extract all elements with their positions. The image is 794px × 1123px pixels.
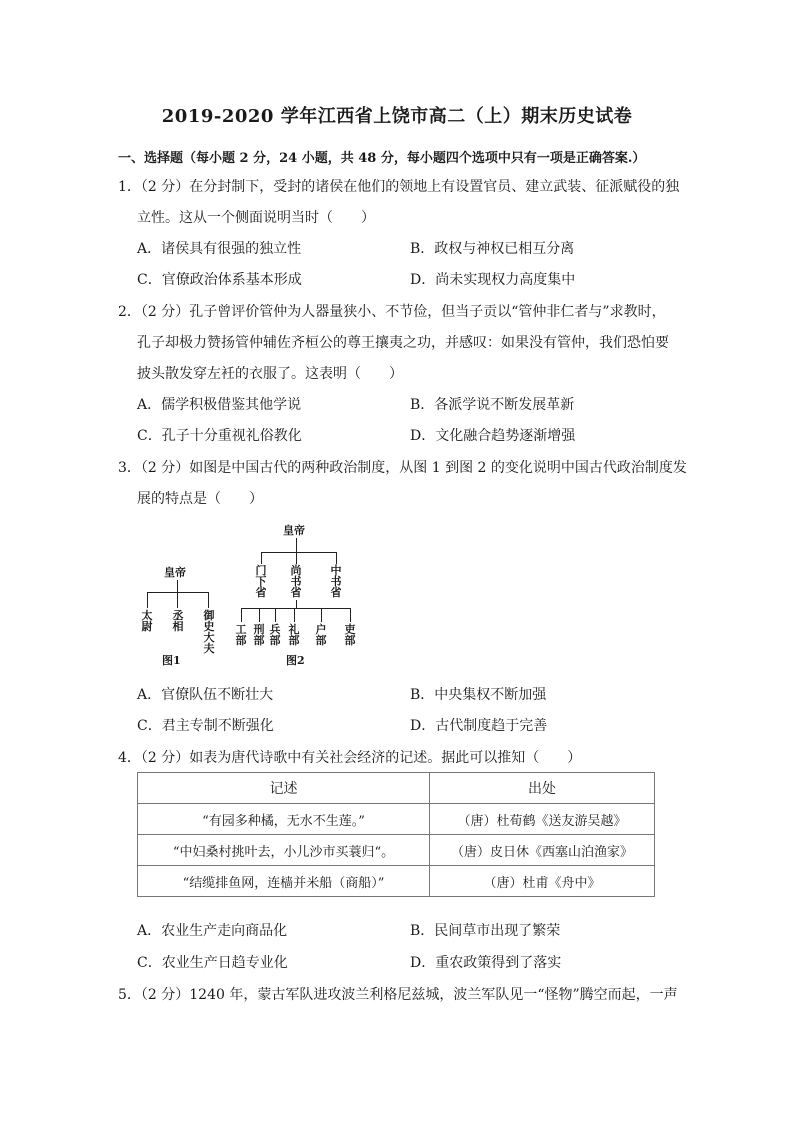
fig2-node-menxia: 门下省 bbox=[255, 564, 267, 599]
fig1-node-taiwei: 太尉 bbox=[141, 609, 153, 633]
fig2-connector bbox=[296, 600, 297, 608]
question-2-option-c[interactable]: C．孔子十分重视礼俗教化 bbox=[137, 428, 302, 444]
question-3-option-c[interactable]: C．君主专制不断强化 bbox=[137, 718, 274, 734]
fig2-connector bbox=[241, 608, 350, 609]
table-cell-record: “有园多种橘，无水不生莲。” bbox=[138, 804, 430, 835]
fig1-node-yushidafu: 御史大夫 bbox=[203, 609, 215, 655]
fig2-connector bbox=[350, 608, 351, 622]
table-header-cell: 出处 bbox=[430, 773, 655, 804]
question-5-stem-line: 5．（2 分）1240 年，蒙古军队进攻波兰利格尼兹城，波兰军队见一“怪物”腾空而起，一声 bbox=[118, 987, 678, 1003]
question-4-option-d[interactable]: D．重农政策得到了落实 bbox=[410, 955, 562, 971]
question-3-stem-line: 展的特点是（ ） bbox=[137, 491, 263, 507]
fig2-node-bingbu: 兵部 bbox=[269, 623, 281, 647]
table-cell-record: “结缆排鱼网，连樯并米船（商船）” bbox=[138, 866, 430, 897]
fig2-connector bbox=[259, 608, 260, 622]
table-cell-source: （唐）杜荀鹤《送友游吴越》 bbox=[430, 804, 655, 835]
table-row bbox=[138, 804, 655, 835]
table-cell-record: “中妇桑村挑叶去，小儿沙市买蓑归“。 bbox=[138, 835, 430, 866]
question-4-option-a[interactable]: A．农业生产走向商品化 bbox=[137, 923, 288, 939]
question-2-stem-line: 披头散发穿左衽的衣服了。这表明（ ） bbox=[137, 366, 403, 382]
table-cell-source: （唐）皮日休《西塞山泊渔家》 bbox=[430, 835, 655, 866]
table-cell-source: （唐）杜甫《舟中》 bbox=[430, 866, 655, 897]
question-3-option-d[interactable]: D．古代制度趋于完善 bbox=[410, 718, 548, 734]
fig2-node-gongbu: 工部 bbox=[235, 623, 247, 647]
question-2-option-d[interactable]: D．文化融合趋势逐渐增强 bbox=[410, 428, 576, 444]
source-table bbox=[137, 772, 655, 897]
question-4-stem-line: 4．（2 分）如表为唐代诗歌中有关社会经济的记述。据此可以推知（ ） bbox=[118, 750, 582, 766]
fig1-connector bbox=[208, 592, 209, 608]
question-3-option-b[interactable]: B．中央集权不断加强 bbox=[410, 687, 547, 703]
question-1-option-a[interactable]: A．诸侯具有很强的独立性 bbox=[137, 241, 302, 257]
fig2-connector bbox=[336, 552, 337, 564]
question-2-stem-line: 孔子却极力赞扬管仲辅佐齐桓公的尊王攘夷之功，并感叹：如果没有管仲，我们恐怕要 bbox=[137, 335, 669, 351]
question-1-stem-line: 立性。这从一个侧面说明当时（ ） bbox=[137, 210, 375, 226]
fig1-connector bbox=[147, 592, 209, 593]
fig1-root-node: 皇帝 bbox=[164, 566, 186, 579]
fig2-connector bbox=[296, 538, 297, 552]
table-row bbox=[138, 835, 655, 866]
question-4-option-b[interactable]: B．民间草市出现了繁荣 bbox=[410, 923, 561, 939]
fig2-caption: 图2 bbox=[286, 654, 305, 667]
question-3-option-a[interactable]: A．官僚队伍不断壮大 bbox=[137, 687, 274, 703]
fig2-connector bbox=[321, 608, 322, 622]
fig2-root-node: 皇帝 bbox=[283, 524, 305, 537]
fig1-connector bbox=[147, 592, 148, 608]
question-3-stem-line: 3．（2 分）如图是中国古代的两种政治制度，从图 1 到图 2 的变化说明中国古代政治制度发 bbox=[118, 460, 687, 476]
table-header-row bbox=[138, 773, 655, 804]
fig2-node-xingbu: 刑部 bbox=[253, 623, 265, 647]
fig2-node-zhongshu: 中书省 bbox=[330, 564, 342, 599]
fig2-connector bbox=[261, 552, 337, 553]
fig2-connector bbox=[275, 608, 276, 622]
question-2-option-b[interactable]: B．各派学说不断发展革新 bbox=[410, 397, 575, 413]
fig2-connector bbox=[261, 552, 262, 564]
fig2-node-shangshu: 尚书省 bbox=[290, 564, 302, 599]
table-header-cell: 记述 bbox=[138, 773, 430, 804]
page-title: 2019-2020 学年江西省上饶市高二（上）期末历史试卷 bbox=[161, 106, 633, 127]
fig1-connector bbox=[177, 580, 178, 592]
question-1-option-d[interactable]: D．尚未实现权力高度集中 bbox=[410, 272, 576, 288]
section-header: 一、选择题（每小题 2 分，24 小题，共 48 分，每小题四个选项中只有一项是正确答案.） bbox=[118, 151, 646, 166]
fig2-node-hubu: 户部 bbox=[315, 623, 327, 647]
fig1-connector bbox=[177, 592, 178, 608]
question-4-option-c[interactable]: C．农业生产日趋专业化 bbox=[137, 955, 288, 971]
fig1-caption: 图1 bbox=[162, 654, 181, 667]
fig2-node-libu-personnel: 吏部 bbox=[344, 623, 356, 647]
fig2-connector bbox=[296, 552, 297, 564]
fig2-connector bbox=[294, 608, 295, 622]
fig2-node-libu-rites: 礼部 bbox=[288, 623, 300, 647]
question-1-option-b[interactable]: B．政权与神权已相互分离 bbox=[410, 241, 575, 257]
question-1-stem-line: 1．（2 分）在分封制下，受封的诸侯在他们的领地上有设置官员、建立武装、征派赋役的独 bbox=[118, 179, 680, 195]
question-2-stem-line: 2．（2 分）孔子曾评价管仲为人器量狭小、不节俭，但当子贡以“管仲非仁者与”求教时， bbox=[118, 304, 666, 320]
question-2-option-a[interactable]: A．儒学积极借鉴其他学说 bbox=[137, 397, 302, 413]
fig2-connector bbox=[241, 608, 242, 622]
table-row bbox=[138, 866, 655, 897]
fig1-node-chengxiang: 丞相 bbox=[172, 609, 184, 633]
question-1-option-c[interactable]: C．官僚政治体系基本形成 bbox=[137, 272, 302, 288]
